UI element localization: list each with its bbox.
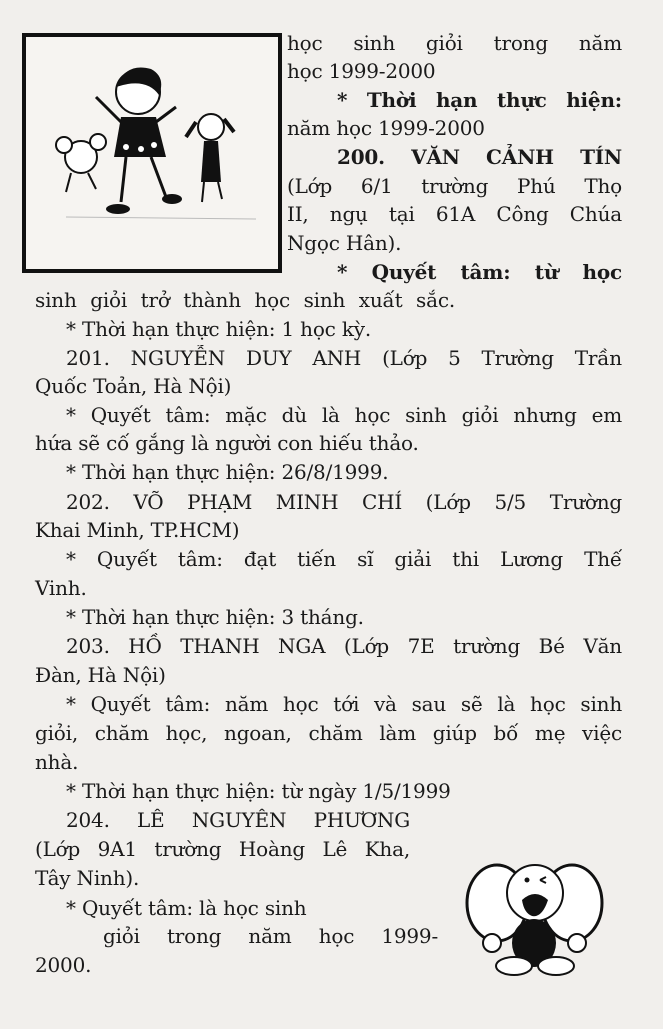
text-line: * Quyết tâm: năm học tới và sau sẽ là học sinh xyxy=(66,692,622,716)
text-line: Quốc Toản, Hà Nội) xyxy=(35,374,232,398)
text-line: * Thời hạn thực hiện: xyxy=(337,88,622,112)
text-line: giỏi trong năm học 1999- xyxy=(103,924,438,948)
entry-heading-202: 202. VÕ PHẠM MINH CHÍ (Lớp 5/5 Trường xyxy=(66,490,622,514)
entry-heading-200: 200. VĂN CẢNH TÍN xyxy=(337,145,622,169)
text-line: Đàn, Hà Nội) xyxy=(35,663,166,687)
text-line: * Quyết tâm: từ học xyxy=(337,260,622,284)
dancing-kids-icon xyxy=(26,37,278,269)
text-line: * Thời hạn thực hiện: từ ngày 1/5/1999 xyxy=(66,779,451,803)
text-line: Tây Ninh). xyxy=(35,866,140,890)
text-line: sinh giỏi trở thành học sinh xuất sắc. xyxy=(35,288,455,312)
cartoon-illustration-children xyxy=(22,33,282,273)
text-line: * Quyết tâm: là học sinh xyxy=(66,896,307,920)
entry-heading-203: 203. HỒ THANH NGA (Lớp 7E trường Bé Văn xyxy=(66,634,622,658)
entry-heading-204: 204. LÊ NGUYÊN PHƯƠNG xyxy=(66,808,410,832)
text-line: học sinh giỏi trong năm xyxy=(287,31,622,55)
cartoon-mascot xyxy=(452,858,622,978)
text-line: giỏi, chăm học, ngoan, chăm làm giúp bố mẹ việc xyxy=(35,721,622,745)
text-line: học 1999-2000 xyxy=(287,59,436,83)
text-line: Vinh. xyxy=(35,576,87,600)
text-line: năm học 1999-2000 xyxy=(287,116,485,140)
text-line: Ngọc Hân). xyxy=(287,231,402,255)
big-eared-mascot-icon xyxy=(452,858,622,978)
text-line: (Lớp 9A1 trường Hoàng Lê Kha, xyxy=(35,837,410,861)
text-line: hứa sẽ cố gắng là người con hiếu thảo. xyxy=(35,431,419,455)
text-line: * Thời hạn thực hiện: 3 tháng. xyxy=(66,605,364,629)
text-line: * Quyết tâm: mặc dù là học sinh giỏi nhưng em xyxy=(66,403,622,427)
text-line: nhà. xyxy=(35,750,79,774)
text-line: (Lớp 6/1 trường Phú Thọ xyxy=(287,174,622,198)
entry-heading-201: 201. NGUYỄN DUY ANH (Lớp 5 Trường Trần xyxy=(66,346,622,370)
text-line: II, ngụ tại 61A Công Chúa xyxy=(287,202,622,226)
text-line: * Quyết tâm: đạt tiến sĩ giải thi Lương Thế xyxy=(66,547,622,571)
text-line: * Thời hạn thực hiện: 26/8/1999. xyxy=(66,460,389,484)
text-line: 2000. xyxy=(35,953,92,977)
text-line: Khai Minh, TP.HCM) xyxy=(35,518,240,542)
text-line: * Thời hạn thực hiện: 1 học kỳ. xyxy=(66,317,372,341)
